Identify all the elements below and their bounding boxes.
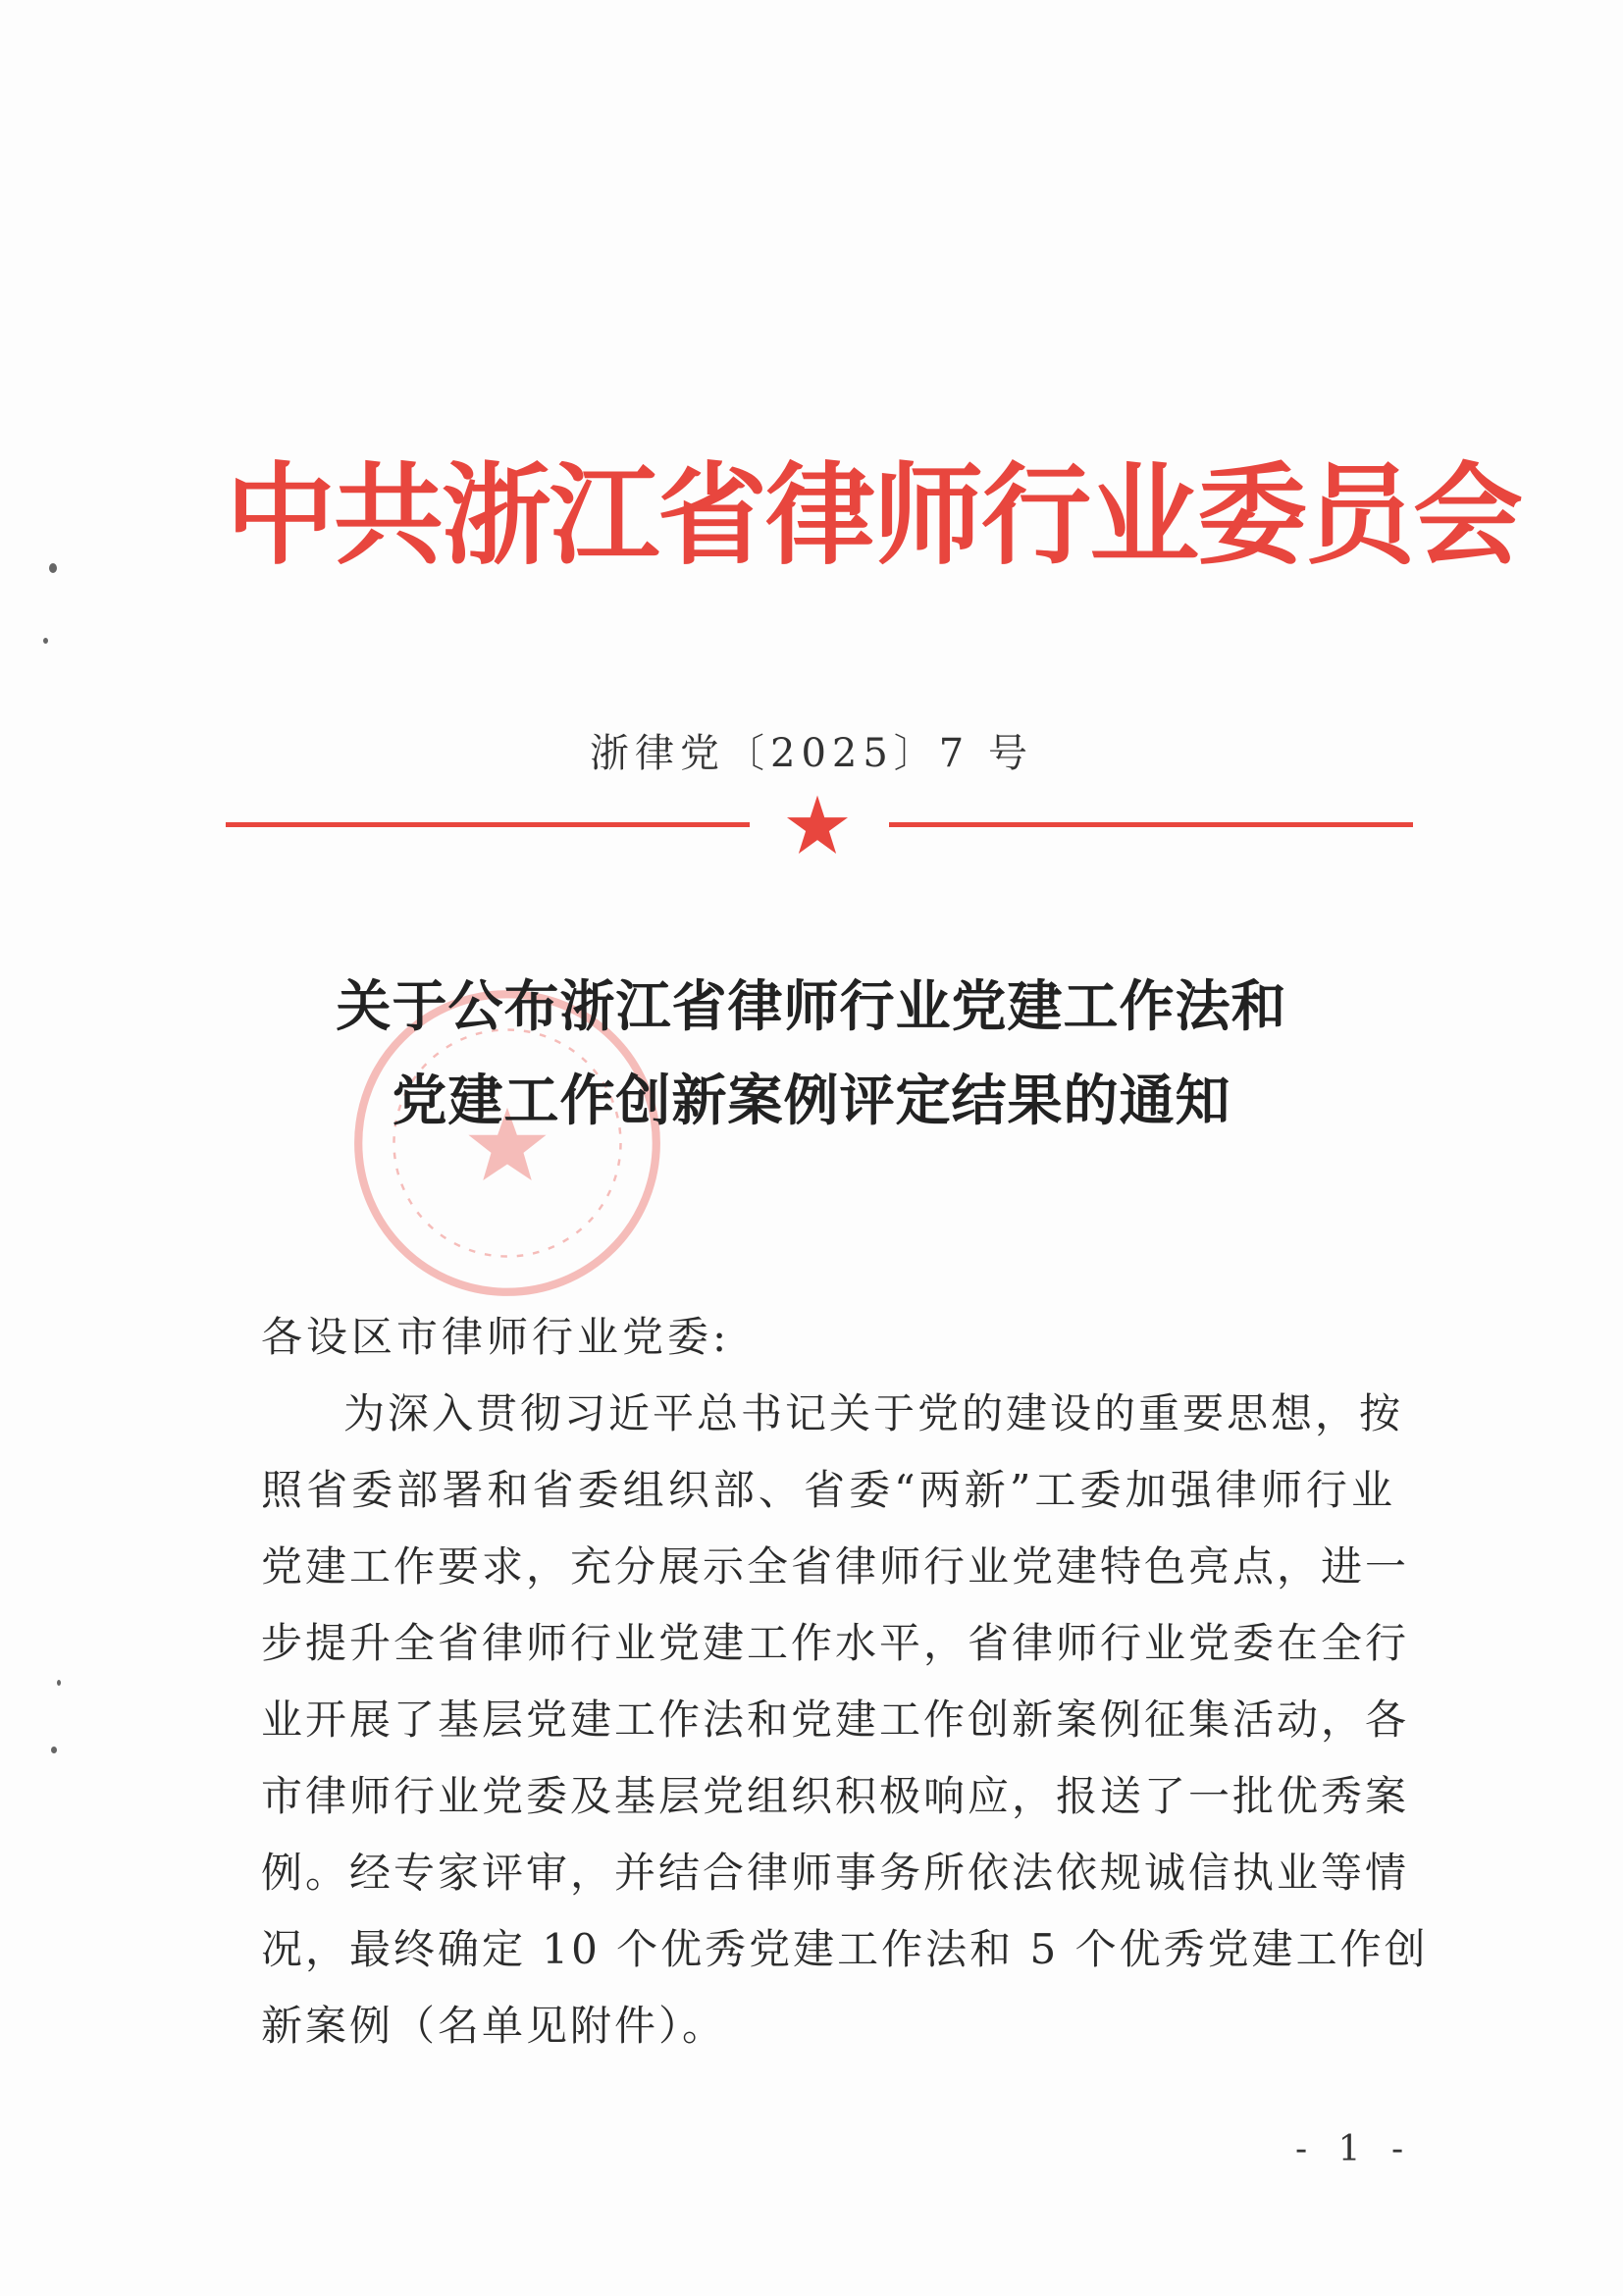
body-line: 业开展了基层党建工作法和党建工作创新案例征集活动，各	[261, 1696, 1410, 1744]
red-divider-left	[226, 822, 750, 827]
body-line: 例。经专家评审，并结合律师事务所依法依规诚信执业等情	[261, 1849, 1410, 1897]
red-star-icon	[785, 793, 850, 858]
scan-speck	[51, 1747, 57, 1753]
body-line: 党建工作要求，充分展示全省律师行业党建特色亮点，进一	[261, 1542, 1410, 1591]
notice-title-line-2: 党建工作创新案例评定结果的通知	[392, 1069, 1231, 1133]
body-line: 照省委部署和省委组织部、省委“两新”工委加强律师行业	[261, 1466, 1395, 1514]
body-line: 为深入贯彻习近平总书记关于党的建设的重要思想，按	[343, 1389, 1404, 1437]
salutation: 各设区市律师行业党委:	[261, 1313, 731, 1361]
red-divider-right	[889, 822, 1413, 827]
body-line: 步提升全省律师行业党建工作水平，省律师行业党委在全行	[261, 1619, 1410, 1667]
document-number: 浙律党〔2025〕7 号	[590, 731, 1033, 776]
body-line: 市律师行业党委及基层党组织积极响应，报送了一批优秀案	[261, 1772, 1410, 1820]
scan-speck	[49, 563, 57, 573]
body-line: 况，最终确定 10 个优秀党建工作法和 5 个优秀党建工作创	[261, 1925, 1429, 1973]
body-line: 新案例（名单见附件）。	[261, 2002, 727, 2050]
page-number: - 1 -	[1295, 2129, 1414, 2169]
notice-title-line-1: 关于公布浙江省律师行业党建工作法和	[336, 974, 1287, 1039]
scan-speck	[43, 638, 48, 644]
scan-speck	[57, 1680, 61, 1686]
org-header-title: 中共浙江省律师行业委员会	[226, 452, 1521, 580]
